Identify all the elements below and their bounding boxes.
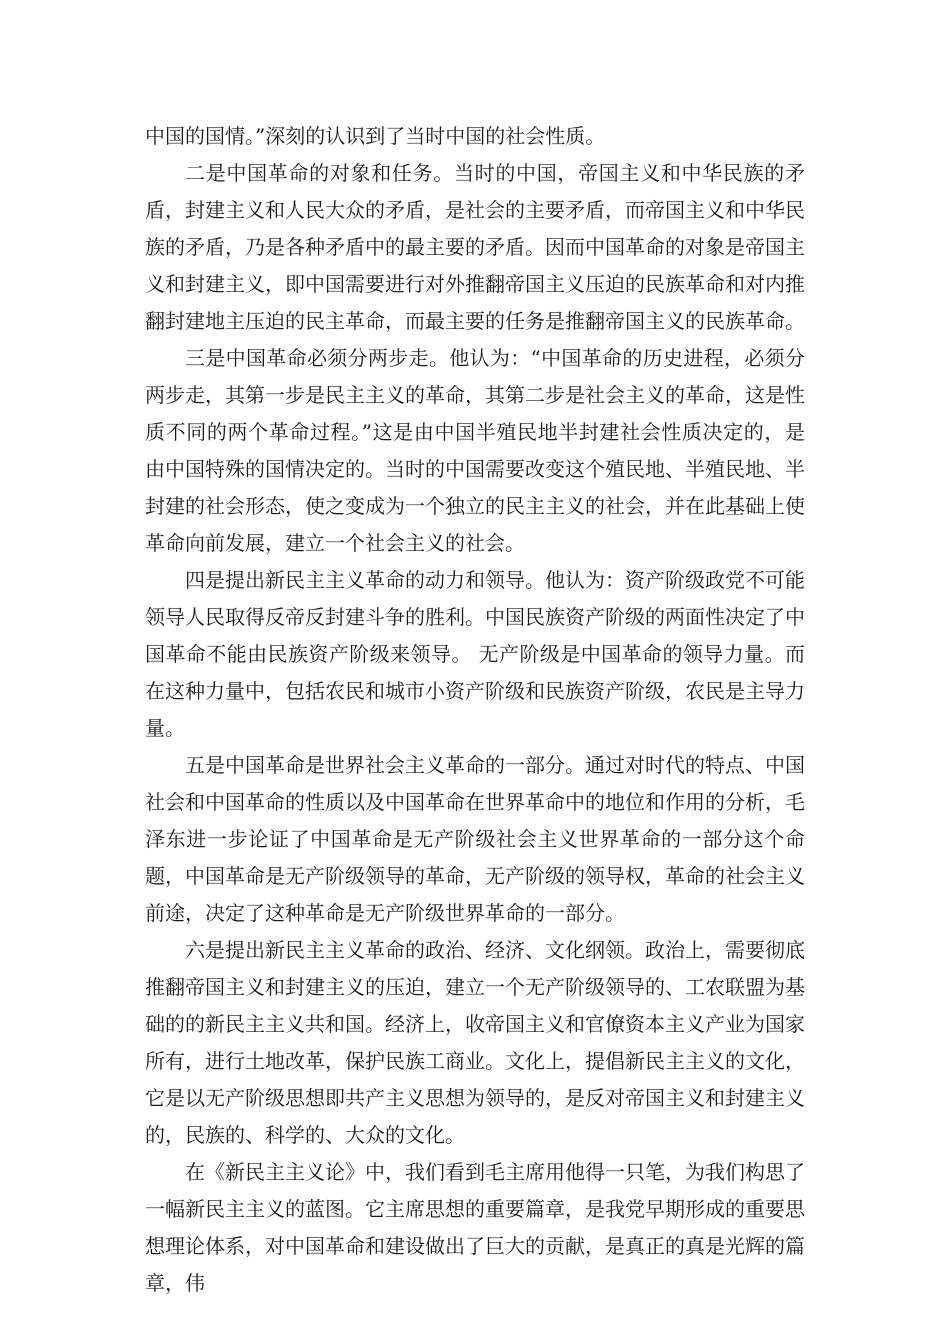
- document-body: [145, 118, 805, 1302]
- paragraph-two-steps: 三是中国革命必须分两步走。他认为：“中国革命的历史进程，必须分两步走，其第一步是民主主义的革命，其第二步是社会主义的革命，这是性质不同的两个革命过程。”这是由中国半殖民地半封建社会性质决定的，是由中国特殊的国情决定的。当时的中国需要改变这个殖民地、半殖民地、半封建的社会形态，使之变成为一个独立的民主主义的社会，并在此基础上使革命向前发展，建立一个社会主义的社会。: [145, 346, 805, 555]
- paragraph-world-revolution: 五是中国革命是世界社会主义革命的一部分。通过对时代的特点、中国社会和中国革命的性质以及中国革命在世界革命中的地位和作用的分析，毛泽东进一步论证了中国革命是无产阶级社会主义世界革命的一部分这个命题，中国革命是无产阶级领导的革命，无产阶级的领导权，革命的社会主义前途，决定了这种革命是无产阶级世界革命的一部分。: [145, 753, 805, 925]
- paragraph-continuation: 中国的国情。”深刻的认识到了当时中国的社会性质。: [145, 124, 606, 148]
- paragraph-revolution-targets: 二是中国革命的对象和任务。当时的中国，帝国主义和中华民族的矛盾，封建主义和人民大众的矛盾，是社会的主要矛盾，而帝国主义和中华民族的矛盾，乃是各种矛盾中的最主要的矛盾。因而中国革命的对象是帝国主义和封建主义，即中国需要进行对外推翻帝国主义压迫的民族革命和对内推翻封建地主压迫的民主革命，而最主要的任务是推翻帝国主义的民族革命。: [145, 161, 805, 333]
- paragraph-conclusion: 在《新民主主义论》中，我们看到毛主席用他得一只笔，为我们构思了一幅新民主主义的蓝图。它主席思想的重要篇章，是我党早期形成的重要思想理论体系，对中国革命和建设做出了巨大的贡献，是真正的真是光辉的篇章，伟: [145, 1160, 805, 1295]
- paragraph-motive-leadership: 四是提出新民主主义革命的动力和领导。他认为：资产阶级政党不可能领导人民取得反帝反封建斗争的胜利。中国民族资产阶级的两面性决定了中国革命不能由民族资产阶级来领导。 无产阶级是中国革命的领导力量。而在这种力量中，包括农民和城市小资产阶级和民族资产阶级，农民是主导力量。: [145, 568, 805, 740]
- paragraph-programs: 六是提出新民主主义革命的政治、经济、文化纲领。政治上，需要彻底推翻帝国主义和封建主义的压迫，建立一个无产阶级领导的、工农联盟为基础的的新民主主义共和国。经济上，收帝国主义和官僚资本主义产业为国家所有，进行土地改革，保护民族工商业。文化上，提倡新民主主义的文化，它是以无产阶级思想即共产主义思想为领导的，是反对帝国主义和封建主义的，民族的、科学的、大众的文化。: [145, 938, 805, 1147]
